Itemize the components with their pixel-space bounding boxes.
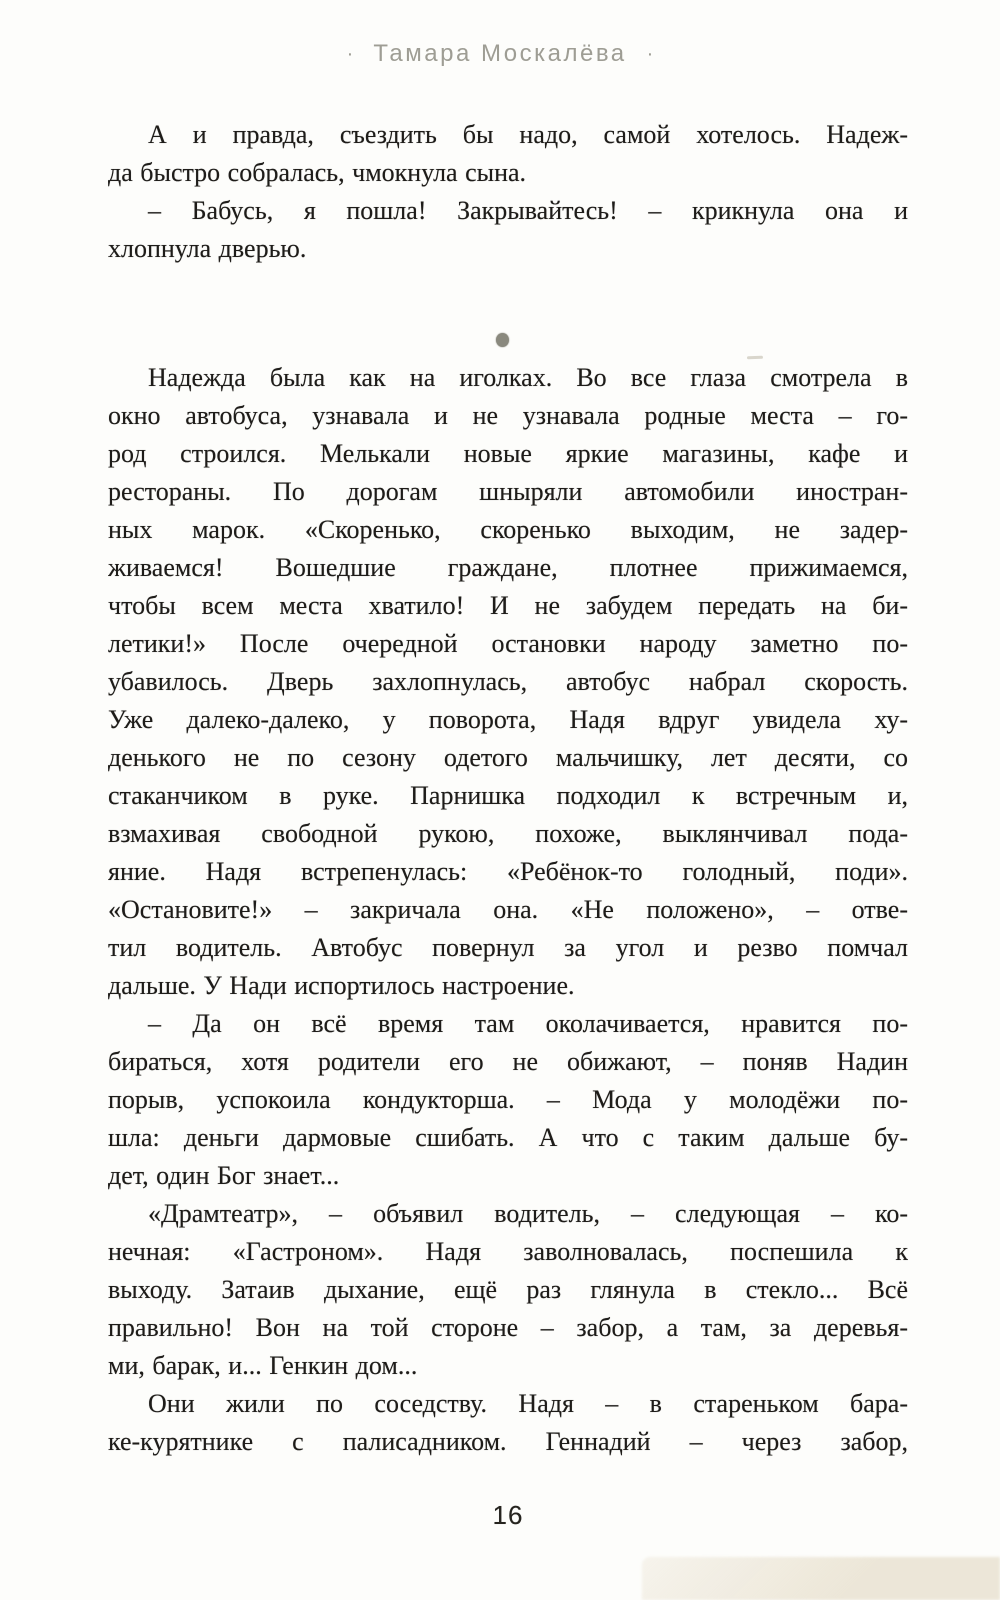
text-line: шла: деньги дармовые сшибать. А что с таким дальше бу- (108, 1123, 908, 1152)
text-line: бираться, хотя родители его не обижают, – поняв Надин (108, 1047, 908, 1076)
text-line: правильно! Вон на той стороне – забор, а там, за деревья- (108, 1313, 908, 1342)
text-line: порыв, успокоила кондукторша. – Мода у молодёжи по- (108, 1085, 908, 1114)
page-number: 16 (492, 1500, 524, 1530)
text-line: выходу. Затаив дыхание, ещё раз глянула в стекло... Всё (108, 1275, 908, 1304)
text-line: А и правда, съездить бы надо, самой хотелось. Надеж- (148, 120, 908, 149)
text-line: убавилось. Дверь захлопнулась, автобус набрал скорость. (108, 667, 908, 696)
running-header (0, 40, 1000, 68)
text-line: ке-курятнике с палисадником. Геннадий – через забор, (108, 1427, 908, 1456)
scan-artifact-dash (747, 356, 763, 360)
text-line: дет, один Бог знает... (108, 1161, 340, 1190)
text-line: чтобы всем места хватило! И не забудем передать на би- (108, 591, 908, 620)
text-line: хлопнула дверью. (108, 234, 307, 263)
text-line: ми, барак, и... Генкин дом... (108, 1351, 418, 1380)
text-line: стаканчиком в руке. Парнишка подходил к встречным и, (108, 781, 908, 810)
text-line: денького не по сезону одетого мальчишку, лет десяти, со (108, 743, 908, 772)
section-break-dot (496, 333, 509, 347)
text-line: ных марок. «Скоренько, скоренько выходим, не задер- (108, 515, 908, 544)
text-line: тил водитель. Автобус повернул за угол и резво помчал (108, 933, 908, 962)
text-line: яние. Надя встрепенулась: «Ребёнок-то голодный, поди». (108, 857, 908, 886)
text-line: дальше. У Нади испортилось настроение. (108, 971, 575, 1000)
text-line: взмахивая свободной рукою, похоже, выклянчивал пода- (108, 819, 908, 848)
text-line: Надежда была как на иголках. Во все глаза смотрела в (148, 363, 908, 392)
text-line: летики!» После очередной остановки народу заметно по- (108, 629, 908, 658)
text-line: да быстро собралась, чмокнула сына. (108, 158, 527, 187)
text-line: Уже далеко-далеко, у поворота, Надя вдруг увидела ху- (108, 705, 908, 734)
text-line: – Да он всё время там околачивается, нравится по- (148, 1009, 908, 1038)
section-break-gap (108, 268, 908, 359)
text-line: «Драмтеатр», – объявил водитель, – следующая – ко- (148, 1199, 908, 1228)
text-line: живаемся! Вошедшие граждане, плотнее прижимаемся, (108, 553, 908, 582)
scan-corner-shadow (642, 1557, 1000, 1600)
text-line: «Остановите!» – закричала она. «Не положено», – отве- (108, 895, 908, 924)
text-line: Они жили по соседству. Надя – в стареньком бара- (148, 1389, 908, 1418)
text-line: нечная: «Гастроном». Надя заволновалась, поспешила к (108, 1237, 908, 1266)
header-dot-right: · (646, 42, 654, 65)
text-line: род строился. Мелькали новые яркие магазины, кафе и (108, 439, 908, 468)
body-text (108, 116, 908, 1461)
header-dot-left: · (346, 42, 354, 65)
header-author: Тамара Москалёва (373, 40, 627, 67)
text-line: окно автобуса, узнавала и не узнавала родные места – го- (108, 401, 908, 430)
text-line: – Бабусь, я пошла! Закрывайтесь! – крикнула она и (148, 196, 908, 225)
text-line: рестораны. По дорогам шныряли автомобили иностран- (108, 477, 908, 506)
